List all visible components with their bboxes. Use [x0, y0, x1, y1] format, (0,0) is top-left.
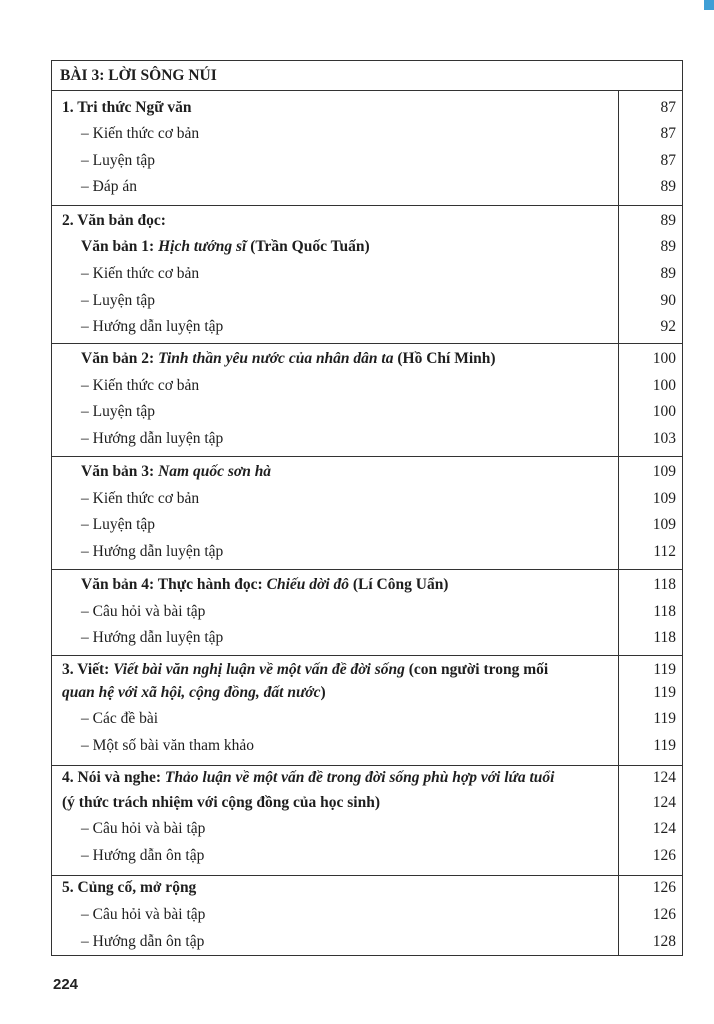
toc-entry[interactable] [52, 427, 682, 451]
entry-title: – Luyện tập [81, 516, 156, 533]
entry-title: – Kiến thức cơ bản [81, 125, 200, 142]
table-of-contents [51, 60, 683, 956]
entry-title: – Câu hỏi và bài tập [81, 906, 206, 923]
toc-entry[interactable] [52, 149, 682, 173]
toc-entry[interactable] [52, 513, 682, 537]
toc-entry[interactable] [52, 844, 682, 868]
toc-entry[interactable] [52, 347, 682, 371]
page-number: 224 [53, 976, 79, 993]
toc-entry[interactable] [52, 400, 682, 424]
work-title: Chiếu dời đô [266, 576, 349, 593]
entry-page-number: 89 [660, 265, 676, 282]
toc-entry[interactable] [52, 626, 682, 650]
entry-page-number: 119 [653, 710, 676, 727]
toc-entry[interactable] [52, 658, 682, 682]
entry-page-number: 103 [652, 430, 676, 447]
entry-title: – Hướng dẫn ôn tập [81, 933, 205, 950]
entry-title [62, 766, 610, 790]
toc-section [52, 655, 682, 766]
toc-entry[interactable] [52, 707, 682, 731]
entry-page-number: 112 [653, 543, 676, 560]
entry-title: – Luyện tập [81, 292, 156, 309]
entry-page-number: 118 [653, 629, 676, 646]
entry-title [62, 658, 610, 682]
toc-section [52, 765, 682, 876]
toc-entry[interactable] [52, 122, 682, 146]
entry-page-number: 87 [660, 125, 676, 142]
entry-title: – Hướng dẫn luyện tập [81, 430, 224, 447]
entry-title: – Đáp án [81, 178, 137, 195]
entry-suffix: (Lí Công Uẩn) [349, 576, 449, 593]
toc-entry[interactable] [52, 876, 682, 900]
work-title: Thảo luận về một vấn đề trong đời sống phù hợp với lứa tuổi [164, 769, 555, 786]
entry-title: 1. Tri thức Ngữ văn [62, 99, 192, 116]
entry-page-number: 92 [660, 318, 676, 335]
work-title: Tinh thần yêu nước của nhân dân ta [158, 350, 394, 367]
entry-page-number: 126 [652, 906, 676, 923]
toc-section [52, 91, 682, 206]
entry-page-number: 119 [653, 684, 676, 701]
entry-prefix: Văn bản 2: [81, 350, 159, 367]
entry-page-number: 128 [652, 933, 676, 950]
entry-page-number: 90 [660, 292, 676, 309]
entry-page-number: 119 [653, 737, 676, 754]
entry-title [81, 347, 629, 371]
entry-title: – Luyện tập [81, 403, 156, 420]
toc-entry[interactable] [52, 766, 682, 790]
toc-section [52, 569, 682, 656]
toc-entry[interactable] [52, 734, 682, 758]
entry-page-number: 89 [660, 178, 676, 195]
toc-entry[interactable] [52, 930, 682, 954]
entry-page-number: 118 [653, 576, 676, 593]
toc-section [52, 343, 682, 457]
toc-entry[interactable] [52, 289, 682, 313]
entry-title: – Câu hỏi và bài tập [81, 603, 206, 620]
entry-prefix: Văn bản 4: Thực hành đọc: [81, 576, 267, 593]
entry-prefix: Văn bản 1: [81, 238, 159, 255]
entry-title: (ý thức trách nhiệm với cộng đồng của học sinh) [62, 794, 380, 811]
toc-entry[interactable] [52, 209, 682, 233]
entry-title: – Câu hỏi và bài tập [81, 820, 206, 837]
entry-page-number: 100 [652, 350, 676, 367]
entry-page-number: 124 [652, 769, 676, 786]
toc-entry[interactable] [52, 791, 682, 815]
entry-title: – Các đề bài [81, 710, 159, 727]
toc-entry[interactable] [52, 573, 682, 597]
entry-title: – Hướng dẫn luyện tập [81, 543, 224, 560]
corner-mark [704, 0, 714, 10]
toc-entry[interactable] [52, 460, 682, 484]
toc-entry[interactable] [52, 374, 682, 398]
entry-page-number: 124 [652, 794, 676, 811]
toc-entry[interactable] [52, 817, 682, 841]
entry-suffix: (Hồ Chí Minh) [393, 350, 496, 367]
entry-title: – Kiến thức cơ bản [81, 490, 200, 507]
toc-entry[interactable] [52, 681, 682, 705]
entry-page-number: 126 [652, 879, 676, 896]
entry-page-number: 100 [652, 403, 676, 420]
entry-prefix: Văn bản 3: [81, 463, 159, 480]
entry-page-number: 119 [653, 661, 676, 678]
toc-entry[interactable] [52, 903, 682, 927]
entry-page-number: 100 [652, 377, 676, 394]
entry-page-number: 87 [660, 152, 676, 169]
entry-title: – Hướng dẫn luyện tập [81, 318, 224, 335]
toc-entry[interactable] [52, 600, 682, 624]
entry-title [81, 235, 629, 259]
toc-entry[interactable] [52, 487, 682, 511]
entry-page-number: 89 [660, 238, 676, 255]
entry-title [81, 460, 629, 484]
lesson-title: BÀI 3: LỜI SÔNG NÚI [52, 61, 682, 91]
entry-suffix: (con người trong mối [404, 661, 549, 678]
entry-page-number: 109 [652, 463, 676, 480]
toc-entry[interactable] [52, 96, 682, 120]
entry-page-number: 87 [660, 99, 676, 116]
work-title: Nam quốc sơn hà [158, 463, 272, 480]
entry-title: – Một số bài văn tham khảo [81, 737, 255, 754]
work-title: quan hệ với xã hội, cộng đồng, đất nước [62, 684, 321, 701]
entry-title: – Hướng dẫn ôn tập [81, 847, 205, 864]
entry-suffix: (Trần Quốc Tuấn) [246, 238, 370, 255]
entry-title: – Kiến thức cơ bản [81, 265, 200, 282]
entry-prefix: 4. Nói và nghe: [62, 769, 165, 786]
entry-title: – Kiến thức cơ bản [81, 377, 200, 394]
entry-suffix: ) [320, 684, 326, 701]
entry-title: – Hướng dẫn luyện tập [81, 629, 224, 646]
entry-title: 2. Văn bản đọc: [62, 212, 166, 229]
entry-prefix: 3. Viết: [62, 661, 114, 678]
entry-page-number: 124 [652, 820, 676, 837]
toc-entry[interactable] [52, 175, 682, 199]
entry-page-number: 109 [652, 490, 676, 507]
entry-title: – Luyện tập [81, 152, 156, 169]
entry-page-number: 118 [653, 603, 676, 620]
work-title: Viết bài văn nghị luận về một vấn đề đời sống [113, 661, 405, 678]
work-title: Hịch tướng sĩ [158, 238, 247, 255]
toc-section [52, 875, 682, 957]
toc-section [52, 456, 682, 570]
toc-entry[interactable] [52, 540, 682, 564]
entry-title [62, 681, 610, 705]
entry-page-number: 126 [652, 847, 676, 864]
toc-entry[interactable] [52, 315, 682, 339]
entry-title [81, 573, 629, 597]
toc-entry[interactable] [52, 235, 682, 259]
toc-section [52, 205, 682, 344]
toc-entry[interactable] [52, 262, 682, 286]
entry-page-number: 109 [652, 516, 676, 533]
entry-title: 5. Củng cố, mở rộng [62, 879, 197, 896]
entry-page-number: 89 [660, 212, 676, 229]
